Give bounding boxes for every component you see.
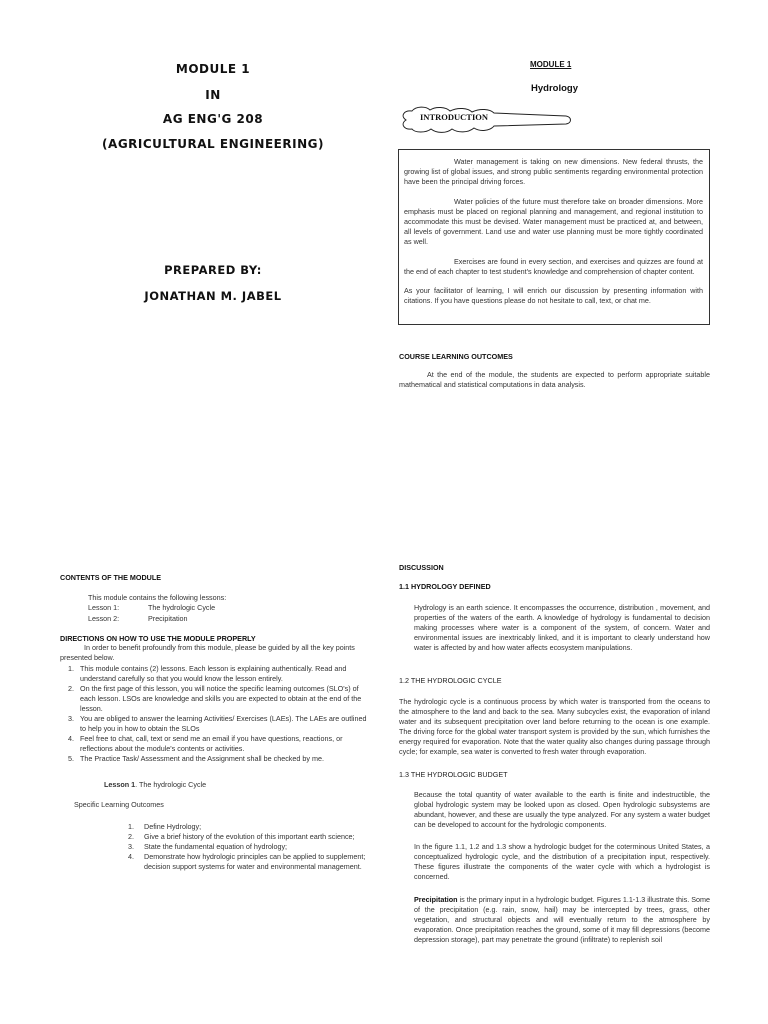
direction-item: 4. Feel free to chat, call, text or send me an email if you have questions, reactions, or reflections about the module's contents or activities. — [68, 734, 343, 753]
directions-heading: DIRECTIONS ON HOW TO USE THE MODULE PROPERLY — [60, 634, 256, 643]
lesson-1-heading-rest: . The hydrologic Cycle — [135, 780, 207, 789]
intro-paragraph-4: As your facilitator of learning, I will enrich our discussion by presenting information with citations. If you have questions please do not hesitate to call, text, or chat me. — [404, 286, 703, 305]
section-1-1-text: Hydrology is an earth science. It encompasses the occurrence, distribution , movement, and properties of the waters of the earth. A knowledge of hydrology is fundamental to decision making processes where water is a component of the system, of concern. Water and environmental issues are inextricably linked, and it is important to clearly understand how water is affected by and how water affects ecosystem manipulations. — [414, 603, 710, 652]
section-1-3-paragraph-1: Because the total quantity of water available to the earth is finite and indestructible, the global hydrologic system may be looked upon as closed. Open hydrologic subsystems are abundant, however, and these are usually the type analyzed. For any system a water budget can be developed to account for the hydrologic components. — [414, 790, 710, 829]
cover-title-module: MODULE 1 — [175, 62, 251, 76]
section-1-3-paragraph-2: In the figure 1.1, 1.2 and 1.3 show a hydrologic budget for the coterminous United States, a conceptualized hydrologic cycle, and the distribution of a precipitation input, respectively. These figures illustrate the components of the water cycle with which a hydrologist is concerned. — [414, 842, 710, 881]
precipitation-text: is the primary input in a hydrologic budget. Figures 1.1-1.3 illustrate this. Some of the precipitation (e.g. rain, snow, hail) may be intercepted by trees, grass, other vegetation, and structural objects and will eventually return to the atmosphere by evaporation. Once precipitation reaches the ground, some of it may fill depressions (become depression storage), part may penetrate the ground (infiltrate) to replenish soil — [414, 895, 710, 944]
intro-paragraph-2: Water policies of the future must therefore take on broader dimensions. More emphasis must be placed on regional planning and management, and regional institution to accommodate this must be devised. Water management must be practiced at, and between, all levels of government. Land use and water use planning must be more tightly coordinated as well. — [404, 197, 703, 246]
direction-item: 2. On the first page of this lesson, you will notice the specific learning outcomes (SLO's) of each lesson. LSOs are knowledge and skills you are expected to obtain at the end of the lesson. — [68, 684, 362, 713]
section-1-3-heading: 1.3 THE HYDROLOGIC BUDGET — [399, 770, 508, 779]
cover-course-name: (AGRICULTURAL ENGINEERING) — [102, 137, 324, 151]
clo-heading: COURSE LEARNING OUTCOMES — [399, 352, 513, 361]
direction-item: 5. The Practice Task/ Assessment and the Assignment shall be checked by me. — [68, 754, 324, 763]
slo-item: 2. Give a brief history of the evolution of this important earth science; — [128, 832, 355, 841]
lesson-1-heading — [104, 780, 206, 790]
intro-paragraph-1: Water management is taking on new dimensions. New federal thrusts, the growing list of global issues, and strong public sentiments regarding environmental protection have been the principal driving forces. — [404, 157, 703, 186]
introduction-label: INTRODUCTION — [420, 112, 489, 122]
cover-title-in: IN — [205, 88, 221, 102]
slo-item: 4. Demonstrate how hydrologic principles can be applied to supplement; decision support systems for water and environmental management. — [128, 852, 366, 871]
intro-paragraph-3: Exercises are found in every section, and exercises and quizzes are found at the end of each chapter to test student's knowledge and comprehension of chapter content. — [404, 257, 703, 276]
slo-list — [112, 822, 370, 872]
clo-text: At the end of the module, the students are expected to perform appropriate suitable mathematical and statistical computations in data analysis. — [399, 370, 710, 389]
section-1-2-text: The hydrologic cycle is a continuous process by which water is transported from the oceans to the atmosphere to the land and back to the sea. Many subcycles exist, the evaporation of inland water and its subsequent precipitation over land before returning to the ocean is one example. The driving force for the global water transport system is provided by the sun, which furnishes the energy required for evaporation. Note that the water quality also changes during passage through cycle; for example, sea water is converted to fresh water through evaporation. — [399, 697, 710, 756]
lesson-2-title: Precipitation — [148, 614, 188, 623]
directions-list — [60, 664, 370, 764]
slo-item: 1. Define Hydrology; — [128, 822, 202, 831]
introduction-box — [398, 149, 710, 325]
lesson-1-title: The hydrologic Cycle — [148, 603, 216, 612]
cover-course-code: AG ENG'G 208 — [162, 112, 264, 126]
slo-heading: Specific Learning Outcomes — [74, 800, 164, 809]
discussion-heading: DISCUSSION — [399, 563, 444, 572]
precipitation-term: Precipitation — [414, 895, 458, 904]
module-label: MODULE 1 — [530, 60, 572, 69]
slo-item: 3. State the fundamental equation of hydrology; — [128, 842, 288, 851]
contents-heading: CONTENTS OF THE MODULE — [60, 573, 162, 582]
lesson-1-entry — [88, 603, 215, 613]
subject-title: Hydrology — [531, 83, 578, 94]
cover-prepared-by: PREPARED BY: — [164, 263, 262, 277]
section-1-1-heading: 1.1 HYDROLOGY DEFINED — [399, 582, 491, 591]
lesson-2-label: Lesson 2: — [88, 614, 120, 623]
section-1-2-heading: 1.2 THE HYDROLOGIC CYCLE — [399, 676, 502, 685]
lesson-1-heading-bold: Lesson 1 — [104, 780, 136, 789]
direction-item: 3. You are obliged to answer the learning Activities/ Exercises (LAEs). The LAEs are outlined to help you in how to obtain the SLOs — [68, 714, 367, 733]
directions-intro: In order to benefit profoundly from this module, please be guided by all the key points presented below. — [60, 643, 355, 662]
cover-author: JONATHAN M. JABEL — [144, 289, 282, 303]
direction-item: 1. This module contains (2) lessons. Each lesson is explaining authentically. Read and understand carefully so that you would know the lesson entirely. — [68, 664, 347, 683]
contents-intro: This module contains the following lessons: — [88, 593, 227, 602]
lesson-1-label: Lesson 1: — [88, 603, 120, 612]
section-1-3-paragraph-3 — [414, 895, 710, 945]
lesson-2-entry — [88, 614, 188, 624]
